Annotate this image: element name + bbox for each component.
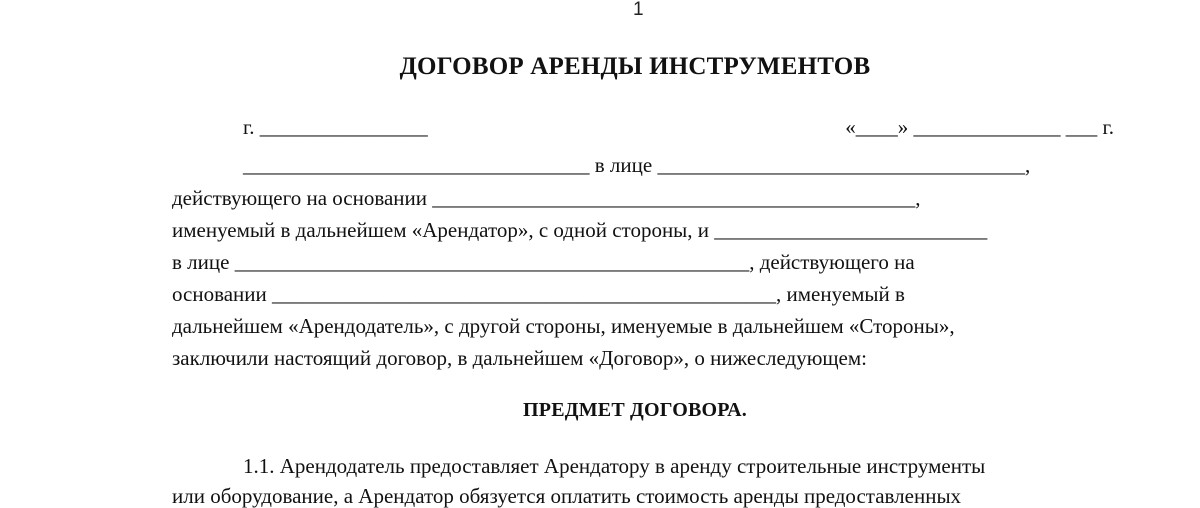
document-title: ДОГОВОР АРЕНДЫ ИНСТРУМЕНТОВ bbox=[399, 53, 871, 80]
preamble-line: заключили настоящий договор, в дальнейшем «Договор», о нижеследующем: bbox=[172, 346, 867, 370]
clause-line: 1.1. Арендодатель предоставляет Арендатору в аренду строительные инструменты bbox=[243, 454, 986, 478]
city-field: г. ________________ bbox=[243, 115, 428, 139]
section-title: ПРЕДМЕТ ДОГОВОРА. bbox=[523, 399, 747, 421]
preamble-line: именуемый в дальнейшем «Арендатор», с одной стороны, и __________________________ bbox=[172, 218, 988, 242]
preamble-line: действующего на основании ______________________________________________, bbox=[172, 186, 921, 210]
page-number: 1 bbox=[633, 0, 644, 20]
preamble-line: основании ________________________________________________, именуемый в bbox=[172, 282, 905, 306]
clause-line: или оборудование, а Арендатор обязуется оплатить стоимость аренды предоставленных bbox=[172, 484, 962, 508]
preamble-line: в лице _________________________________________________, действующего на bbox=[172, 250, 915, 274]
date-field: «____» ______________ ___ г. bbox=[845, 115, 1114, 139]
preamble-line: _________________________________ в лице ___________________________________, bbox=[243, 153, 1031, 177]
preamble-line: дальнейшем «Арендодатель», с другой стороны, именуемые в дальнейшем «Стороны», bbox=[172, 314, 955, 338]
